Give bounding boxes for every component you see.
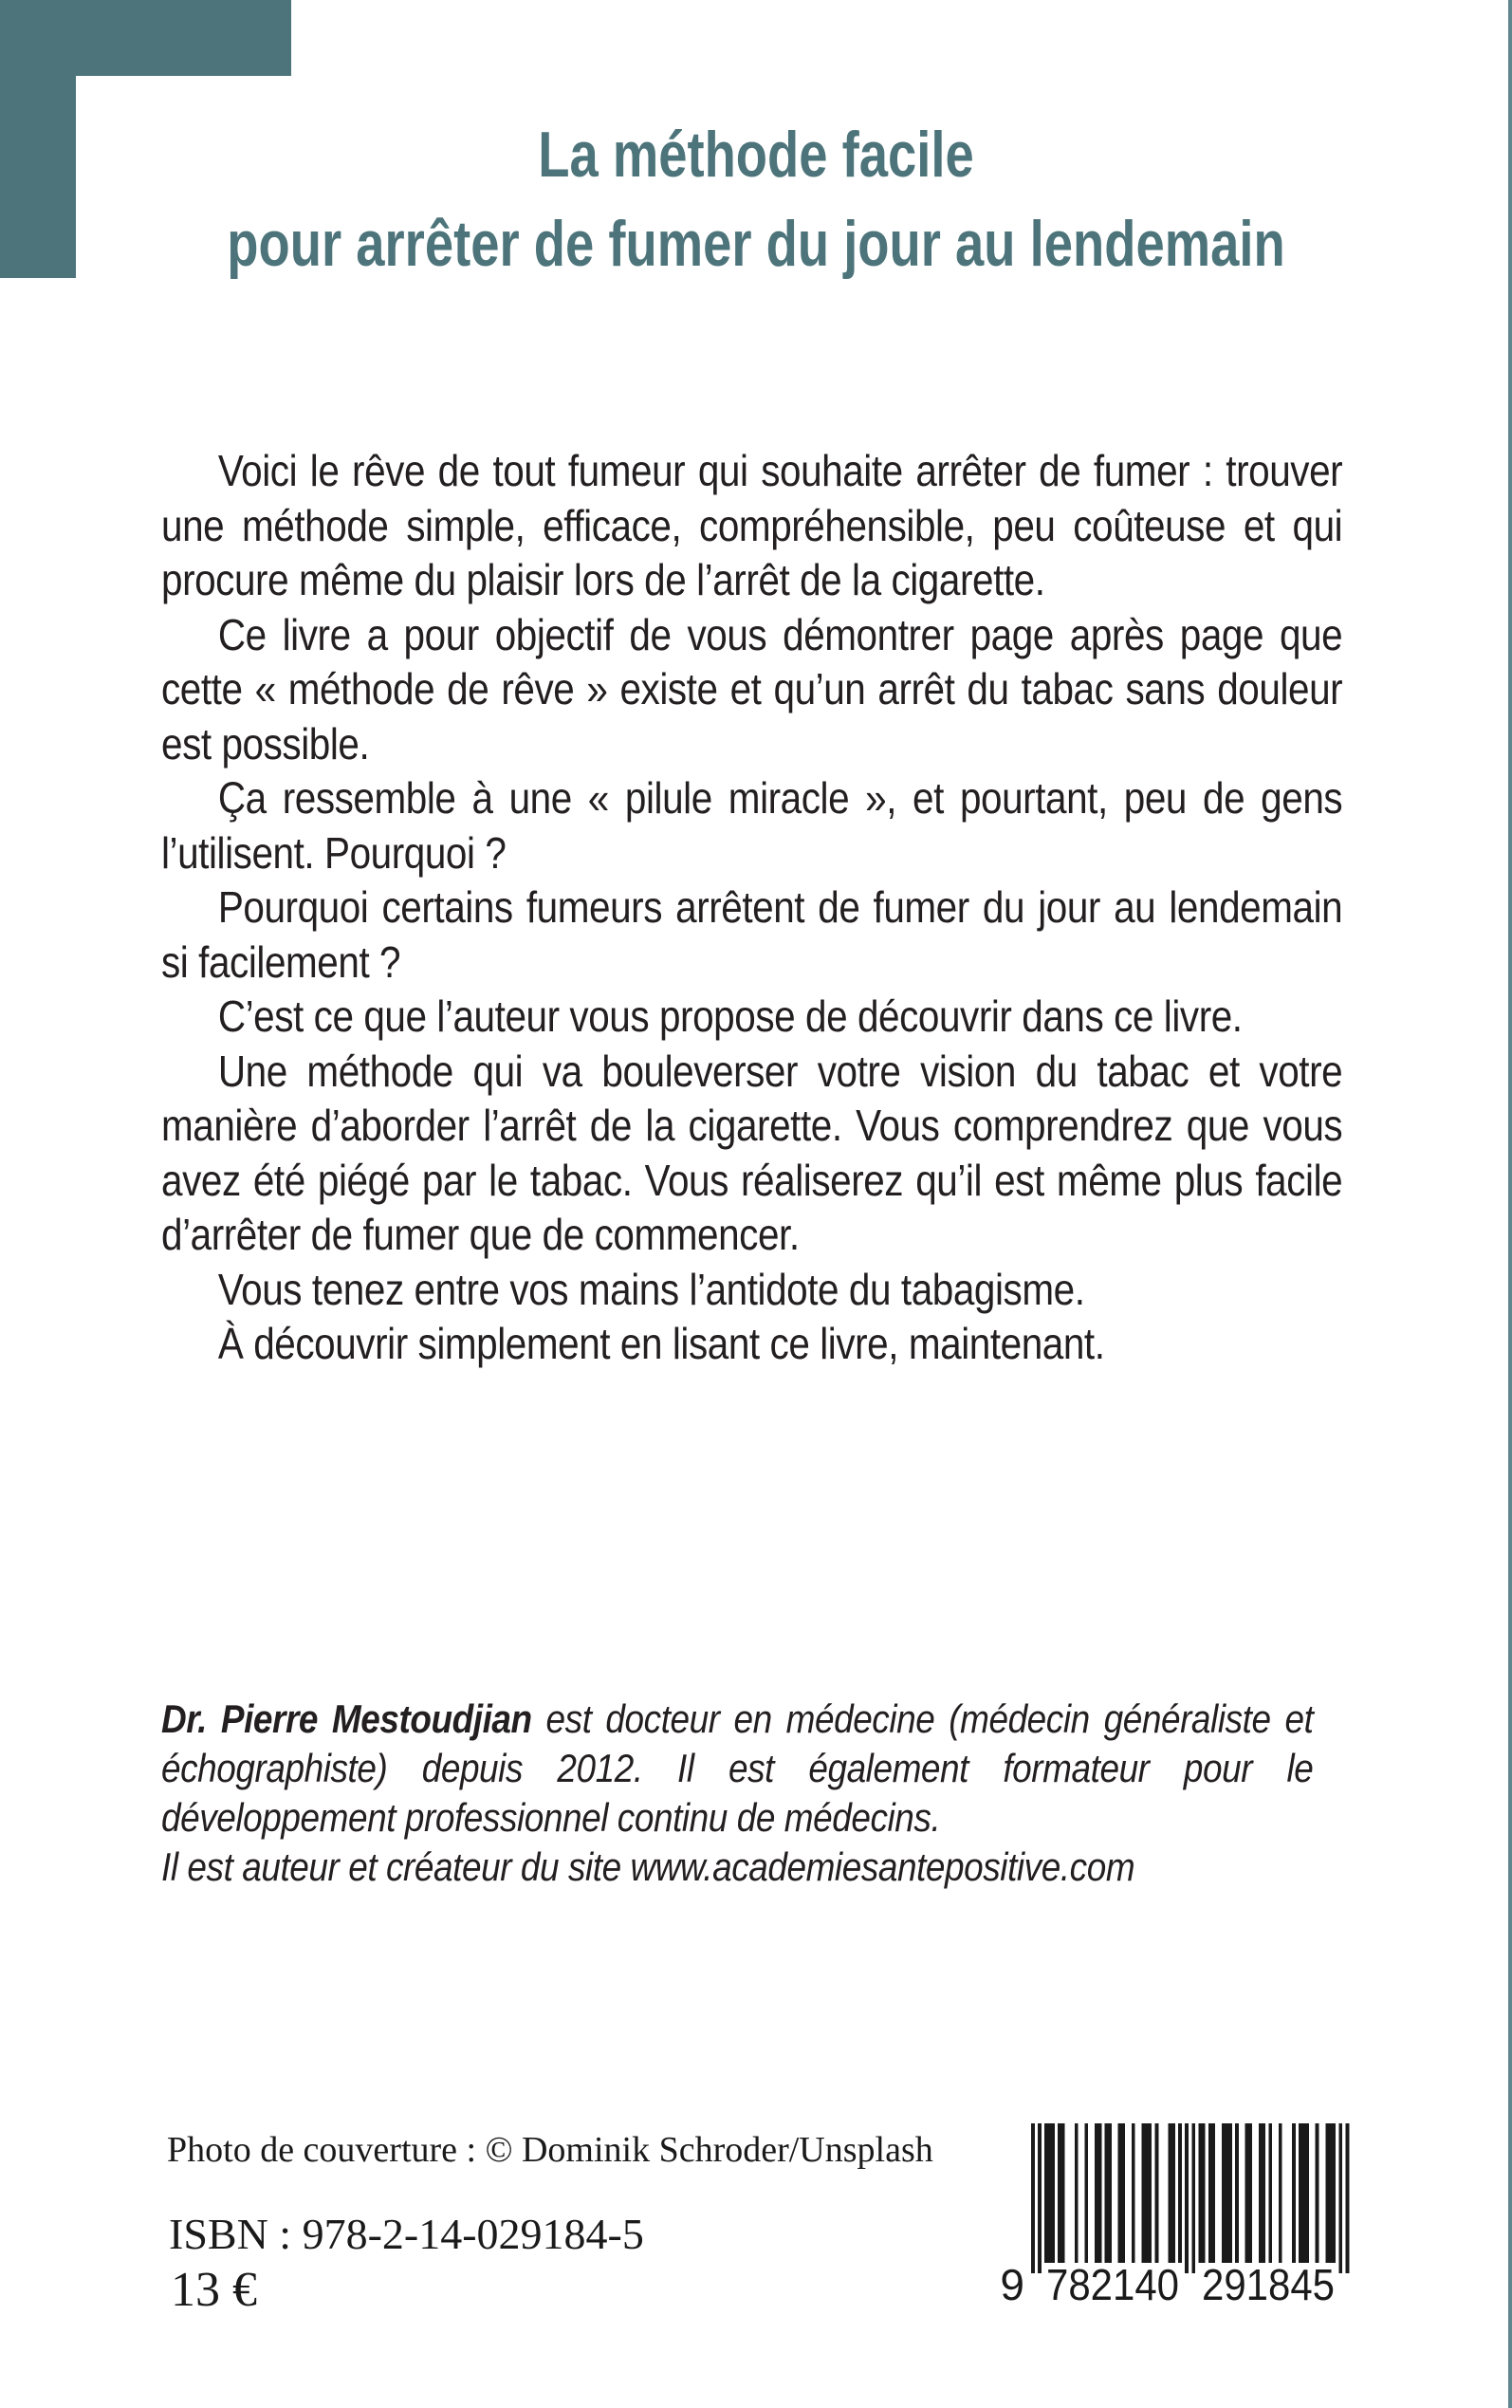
paragraph: À découvrir simplement en lisant ce livre, maintenant. <box>217 1319 1105 1368</box>
bio-paragraph <box>161 1695 1313 1843</box>
paragraph: Une méthode qui va bouleverser votre vision du tabac et votre manière d’aborder l’arrêt de la cigarette. Vous comprendrez que vous avez été piégé par le tabac. Vous réaliserez qu’il est même plus facile d’arrêter de fumer que de commencer. <box>161 1046 1343 1259</box>
bio-text: est docteur en médecine (médecin généraliste et échographiste) depuis 2012. Il est également formateur pour le développement professionnel continu de médecins. <box>161 1696 1314 1840</box>
book-title <box>151 110 1360 288</box>
back-cover-text <box>161 444 1342 1372</box>
corner-mark-vertical <box>0 0 76 278</box>
page-edge-line <box>1508 0 1512 2408</box>
barcode <box>993 2123 1354 2306</box>
paragraph: Ça ressemble à une « pilule miracle », et pourtant, peu de gens l’utilisent. Pourquoi ? <box>161 773 1343 878</box>
barcode-bars <box>1031 2123 1349 2273</box>
author-name: Dr. Pierre Mestoudjian <box>161 1696 532 1741</box>
paragraph: Ce livre a pour objectif de vous démontrer page après page que cette « méthode de rêve » existe et qu’un arrêt du tabac sans douleur est possible. <box>161 609 1343 769</box>
paragraph: Vous tenez entre vos mains l’antidote du tabagisme. <box>217 1264 1085 1314</box>
price: 13 € <box>171 2263 257 2317</box>
bio-website-line: Il est auteur et créateur du site www.academiesantepositive.com <box>161 1844 1135 1889</box>
paragraph: Voici le rêve de tout fumeur qui souhaite arrêter de fumer : trouver une méthode simple, efficace, compréhensible, peu coûteuse et qui procure même du plaisir lors de l’arrêt de la cigarette. <box>161 446 1343 604</box>
author-bio <box>161 1695 1313 1892</box>
paragraph: C’est ce que l’auteur vous propose de découvrir dans ce livre. <box>217 991 1243 1041</box>
barcode-digit-lead: 9 <box>1000 2260 1024 2306</box>
barcode-digits-group1: 782140 <box>1046 2260 1179 2306</box>
title-line-1: La méthode facile <box>538 119 974 191</box>
isbn: ISBN : 978-2-14-029184-5 <box>169 2210 644 2258</box>
barcode-digits-group2: 291845 <box>1202 2260 1335 2306</box>
title-line-2: pour arrêter de fumer du jour au lendemain <box>227 208 1285 280</box>
photo-credit: Photo de couverture : © Dominik Schroder/Unsplash <box>167 2130 933 2170</box>
paragraph: Pourquoi certains fumeurs arrêtent de fumer du jour au lendemain si facilement ? <box>161 882 1343 987</box>
